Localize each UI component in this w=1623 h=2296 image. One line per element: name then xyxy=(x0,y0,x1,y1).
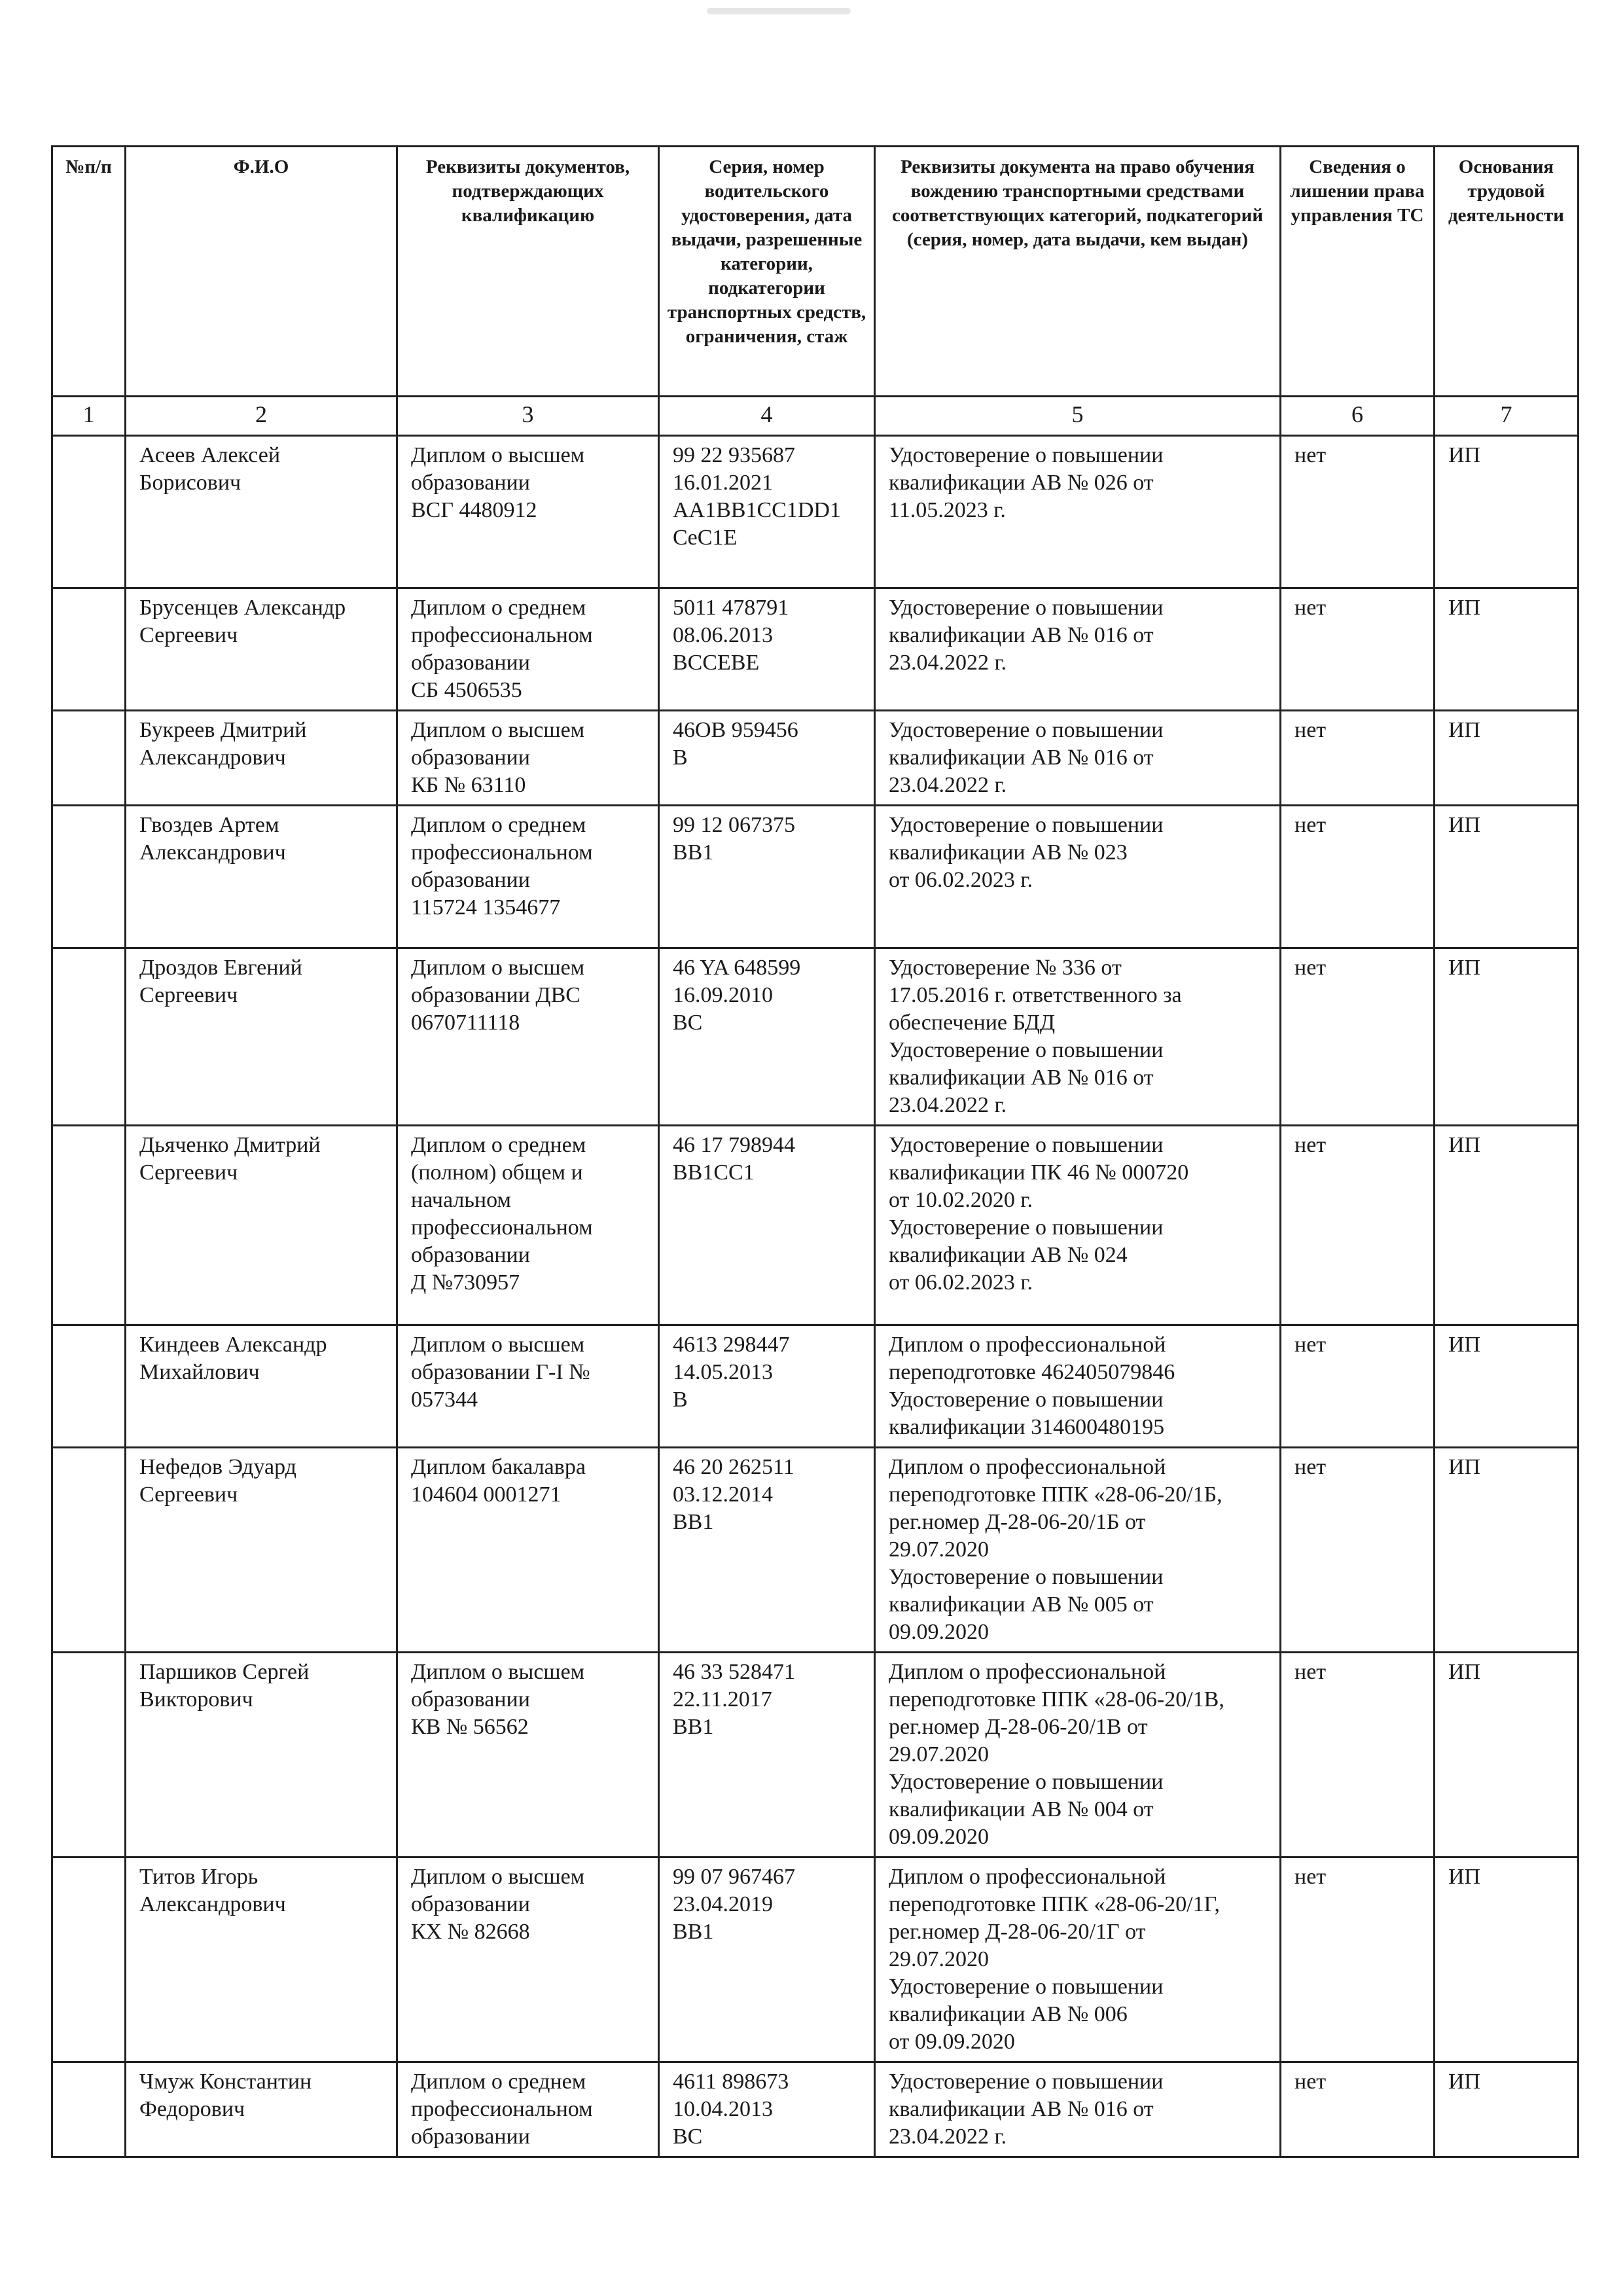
row-number xyxy=(52,1448,126,1653)
employment-basis: ИП xyxy=(1435,1126,1578,1325)
deprivation-status: нет xyxy=(1281,436,1435,588)
instructors-table xyxy=(51,145,1579,2158)
employment-basis: ИП xyxy=(1435,806,1578,948)
header-cell-qualification: Реквизиты документов, подтверждающих квалификацию xyxy=(397,147,659,397)
instructor-name: Гвоздев Артем Александрович xyxy=(126,806,397,948)
table-row xyxy=(52,1325,1578,1448)
driver-license: 46OB 959456 B xyxy=(659,711,875,806)
training-doc: Удостоверение о повышении квалификации ПК 46 № 000720 от 10.02.2020 г. Удостоверение о повышении квалификации АВ № 024 от 06.02.2023 г. xyxy=(875,1126,1281,1325)
row-number xyxy=(52,2062,126,2157)
training-doc: Диплом о профессиональной переподготовке ППК «28-06-20/1В, рег.номер Д-28-06-20/1В от 29.07.2020 Удостоверение о повышении квалификации АВ № 004 от 09.09.2020 xyxy=(875,1653,1281,1857)
deprivation-status: нет xyxy=(1281,588,1435,711)
row-number xyxy=(52,806,126,948)
column-number: 7 xyxy=(1435,397,1578,436)
qualification-doc: Диплом бакалавра 104604 0001271 xyxy=(397,1448,659,1653)
employment-basis: ИП xyxy=(1435,711,1578,806)
driver-license: 46 YA 648599 16.09.2010 BC xyxy=(659,948,875,1126)
employment-basis: ИП xyxy=(1435,1325,1578,1448)
driver-license: 99 12 067375 BB1 xyxy=(659,806,875,948)
instructor-name: Титов Игорь Александрович xyxy=(126,1857,397,2062)
column-number: 2 xyxy=(126,397,397,436)
deprivation-status: нет xyxy=(1281,1126,1435,1325)
instructor-name: Дроздов Евгений Сергеевич xyxy=(126,948,397,1126)
header-cell-name: Ф.И.О xyxy=(126,147,397,397)
qualification-doc: Диплом о высшем образовании ДВС 0670711118 xyxy=(397,948,659,1126)
qualification-doc: Диплом о среднем (полном) общем и начальном профессиональном образовании Д №730957 xyxy=(397,1126,659,1325)
employment-basis: ИП xyxy=(1435,2062,1578,2157)
deprivation-status: нет xyxy=(1281,948,1435,1126)
driver-license: 99 22 935687 16.01.2021 AA1BB1CC1DD1 CeC1E xyxy=(659,436,875,588)
table-row xyxy=(52,711,1578,806)
qualification-doc: Диплом о высшем образовании ВСГ 4480912 xyxy=(397,436,659,588)
table-row xyxy=(52,2062,1578,2157)
employment-basis: ИП xyxy=(1435,436,1578,588)
column-number: 6 xyxy=(1281,397,1435,436)
training-doc: Удостоверение о повышении квалификации АВ № 016 от 23.04.2022 г. xyxy=(875,2062,1281,2157)
qualification-doc: Диплом о среднем профессиональном образовании xyxy=(397,2062,659,2157)
training-doc: Диплом о профессиональной переподготовке ППК «28-06-20/1Г, рег.номер Д-28-06-20/1Г от 29.07.2020 Удостоверение о повышении квалификации АВ № 006 от 09.09.2020 xyxy=(875,1857,1281,2062)
column-number: 3 xyxy=(397,397,659,436)
instructor-name: Нефедов Эдуард Сергеевич xyxy=(126,1448,397,1653)
deprivation-status: нет xyxy=(1281,1325,1435,1448)
deprivation-status: нет xyxy=(1281,806,1435,948)
instructor-name: Паршиков Сергей Викторович xyxy=(126,1653,397,1857)
driver-license: 4613 298447 14.05.2013 B xyxy=(659,1325,875,1448)
header-cell-basis: Основания трудовой деятельности xyxy=(1435,147,1578,397)
instructor-name: Дьяченко Дмитрий Сергеевич xyxy=(126,1126,397,1325)
column-number: 4 xyxy=(659,397,875,436)
header-row xyxy=(52,147,1578,397)
deprivation-status: нет xyxy=(1281,1653,1435,1857)
table-row xyxy=(52,1653,1578,1857)
table-row xyxy=(52,436,1578,588)
column-number-row xyxy=(52,397,1578,436)
driver-license: 46 17 798944 BB1CC1 xyxy=(659,1126,875,1325)
qualification-doc: Диплом о высшем образовании КВ № 56562 xyxy=(397,1653,659,1857)
driver-license: 46 20 262511 03.12.2014 BB1 xyxy=(659,1448,875,1653)
deprivation-status: нет xyxy=(1281,711,1435,806)
column-number: 1 xyxy=(52,397,126,436)
driver-license: 99 07 967467 23.04.2019 BB1 xyxy=(659,1857,875,2062)
instructor-name: Чмуж Константин Федорович xyxy=(126,2062,397,2157)
column-number: 5 xyxy=(875,397,1281,436)
training-doc: Удостоверение о повышении квалификации АВ № 016 от 23.04.2022 г. xyxy=(875,588,1281,711)
deprivation-status: нет xyxy=(1281,1448,1435,1653)
instructor-name: Брусенцев Александр Сергеевич xyxy=(126,588,397,711)
qualification-doc: Диплом о высшем образовании Г-I № 057344 xyxy=(397,1325,659,1448)
qualification-doc: Диплом о высшем образовании КХ № 82668 xyxy=(397,1857,659,2062)
table-row xyxy=(52,1126,1578,1325)
table-row xyxy=(52,948,1578,1126)
row-number xyxy=(52,1857,126,2062)
training-doc: Диплом о профессиональной переподготовке 462405079846 Удостоверение о повышении квалификации 314600480195 xyxy=(875,1325,1281,1448)
deprivation-status: нет xyxy=(1281,2062,1435,2157)
table-row xyxy=(52,1857,1578,2062)
scan-artifact xyxy=(707,8,851,14)
table-row xyxy=(52,806,1578,948)
instructor-name: Асеев Алексей Борисович xyxy=(126,436,397,588)
row-number xyxy=(52,588,126,711)
training-doc: Удостоверение о повышении квалификации АВ № 023 от 06.02.2023 г. xyxy=(875,806,1281,948)
header-cell-training-doc: Реквизиты документа на право обучения вождению транспортными средствами соответствующих категорий, подкатегорий (серия, номер, дата выдачи, кем выдан) xyxy=(875,147,1281,397)
qualification-doc: Диплом о среднем профессиональном образовании СБ 4506535 xyxy=(397,588,659,711)
table-row xyxy=(52,588,1578,711)
instructor-name: Киндеев Александр Михайлович xyxy=(126,1325,397,1448)
row-number xyxy=(52,1325,126,1448)
row-number xyxy=(52,1653,126,1857)
header-cell-license: Серия, номер водительского удостоверения, дата выдачи, разрешенные категории, подкатегории транспортных средств, ограничения, стаж xyxy=(659,147,875,397)
table-row xyxy=(52,1448,1578,1653)
driver-license: 4611 898673 10.04.2013 BC xyxy=(659,2062,875,2157)
driver-license: 5011 478791 08.06.2013 BCCEBE xyxy=(659,588,875,711)
training-doc: Удостоверение о повышении квалификации АВ № 016 от 23.04.2022 г. xyxy=(875,711,1281,806)
header-cell-deprivation: Сведения о лишении права управления ТС xyxy=(1281,147,1435,397)
row-number xyxy=(52,1126,126,1325)
qualification-doc: Диплом о высшем образовании КБ № 63110 xyxy=(397,711,659,806)
row-number xyxy=(52,948,126,1126)
row-number xyxy=(52,436,126,588)
employment-basis: ИП xyxy=(1435,1653,1578,1857)
employment-basis: ИП xyxy=(1435,1857,1578,2062)
row-number xyxy=(52,711,126,806)
employment-basis: ИП xyxy=(1435,1448,1578,1653)
deprivation-status: нет xyxy=(1281,1857,1435,2062)
training-doc: Удостоверение о повышении квалификации АВ № 026 от 11.05.2023 г. xyxy=(875,436,1281,588)
employment-basis: ИП xyxy=(1435,948,1578,1126)
instructor-name: Букреев Дмитрий Александрович xyxy=(126,711,397,806)
header-cell-num: №п/п xyxy=(52,147,126,397)
employment-basis: ИП xyxy=(1435,588,1578,711)
training-doc: Диплом о профессиональной переподготовке ППК «28-06-20/1Б, рег.номер Д-28-06-20/1Б от 29.07.2020 Удостоверение о повышении квалификации АВ № 005 от 09.09.2020 xyxy=(875,1448,1281,1653)
driver-license: 46 33 528471 22.11.2017 BB1 xyxy=(659,1653,875,1857)
training-doc: Удостоверение № 336 от 17.05.2016 г. ответственного за обеспечение БДД Удостоверение о повышении квалификации АВ № 016 от 23.04.2022 г. xyxy=(875,948,1281,1126)
qualification-doc: Диплом о среднем профессиональном образовании 115724 1354677 xyxy=(397,806,659,948)
